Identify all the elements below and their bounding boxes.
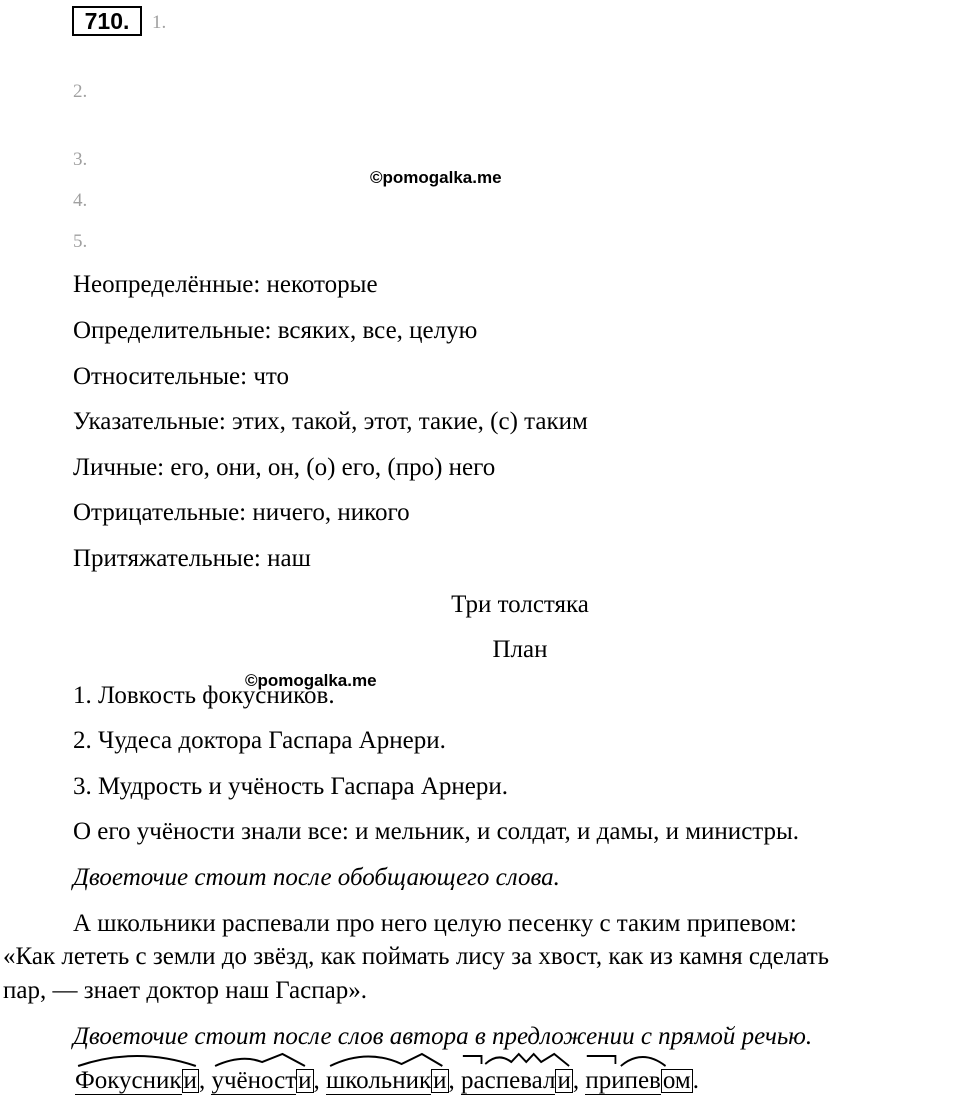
note-colon-generalizing: Двоеточие стоит после обобщающего слова.: [73, 864, 560, 891]
stem: распевал: [461, 1067, 556, 1094]
separator: ,: [198, 1067, 212, 1094]
ending-box: и: [298, 1067, 312, 1094]
plan-item-3: 3. Мудрость и учёность Гаспара Арнери.: [73, 773, 509, 800]
ending-box: и: [433, 1067, 447, 1094]
prefix-root-suffix-mark: [461, 1052, 573, 1068]
pronoun-group-negative: Отрицательные: ничего, никого: [73, 499, 410, 526]
separator: ,: [448, 1067, 461, 1094]
paragraph-line-2: «Как лететь с земли до звёзд, как поймать лису за хвост, как из камня сделать: [3, 943, 830, 970]
sentence-generalizing: О его учёности знали все: и мельник, и солдат, и дамы, и министры.: [73, 818, 800, 845]
note-colon-direct-speech: Двоеточие стоит после слов автора в предложении с прямой речью.: [73, 1023, 813, 1050]
stem: Фокусник: [75, 1067, 182, 1094]
separator: ,: [313, 1067, 327, 1094]
task-number: 710.: [72, 6, 142, 36]
suffix-mark: [211, 1052, 313, 1068]
ending-box: ом: [662, 1067, 691, 1094]
morpheme-word: [75, 1066, 199, 1096]
separator: ,: [572, 1067, 586, 1094]
marker-1: 1.: [152, 12, 167, 33]
plan-heading: План: [492, 636, 548, 663]
morpheme-word: [461, 1066, 573, 1096]
morpheme-word: [326, 1066, 448, 1096]
separator: .: [692, 1067, 699, 1094]
watermark-middle: ©pomogalka.me: [245, 671, 377, 690]
pronoun-group-personal: Личные: его, они, он, (о) его, (про) него: [73, 454, 496, 481]
marker-3: 3.: [73, 149, 88, 170]
ending-box: и: [557, 1067, 571, 1094]
plan-item-2: 2. Чудеса доктора Гаспара Арнери.: [73, 727, 446, 754]
morpheme-analysis: [75, 1066, 699, 1096]
paragraph-line-1: А школьники распевали про него целую песенку с таким припевом:: [73, 910, 797, 937]
plan-item-1: 1. Ловкость фокусников.: [73, 682, 335, 709]
stem: школьник: [326, 1067, 432, 1094]
stem: учёност: [211, 1067, 297, 1094]
marker-2: 2.: [73, 81, 88, 102]
pronoun-group-possessive: Притяжательные: наш: [73, 545, 311, 572]
suffix-mark: [326, 1052, 448, 1068]
marker-4: 4.: [73, 190, 88, 211]
pronoun-group-attributive: Определительные: всяких, все, целую: [73, 317, 478, 344]
pronoun-group-demonstrative: Указательные: этих, такой, этот, такие, (с) таким: [73, 408, 588, 435]
paragraph-line-3: пар, — знает доктор наш Гаспар».: [3, 977, 367, 1004]
marker-5: 5.: [73, 231, 88, 252]
root-arc-mark: [75, 1052, 199, 1068]
ending-box: и: [183, 1067, 197, 1094]
morpheme-word: [585, 1066, 692, 1096]
pronoun-group-indefinite: Неопределённые: некоторые: [73, 271, 378, 298]
prefix-root-mark: [585, 1052, 692, 1068]
morpheme-word: [211, 1066, 313, 1096]
watermark-top: ©pomogalka.me: [370, 168, 502, 187]
stem: припев: [585, 1067, 661, 1094]
pronoun-group-relative: Относительные: что: [73, 363, 289, 390]
story-title: Три толстяка: [451, 591, 589, 618]
